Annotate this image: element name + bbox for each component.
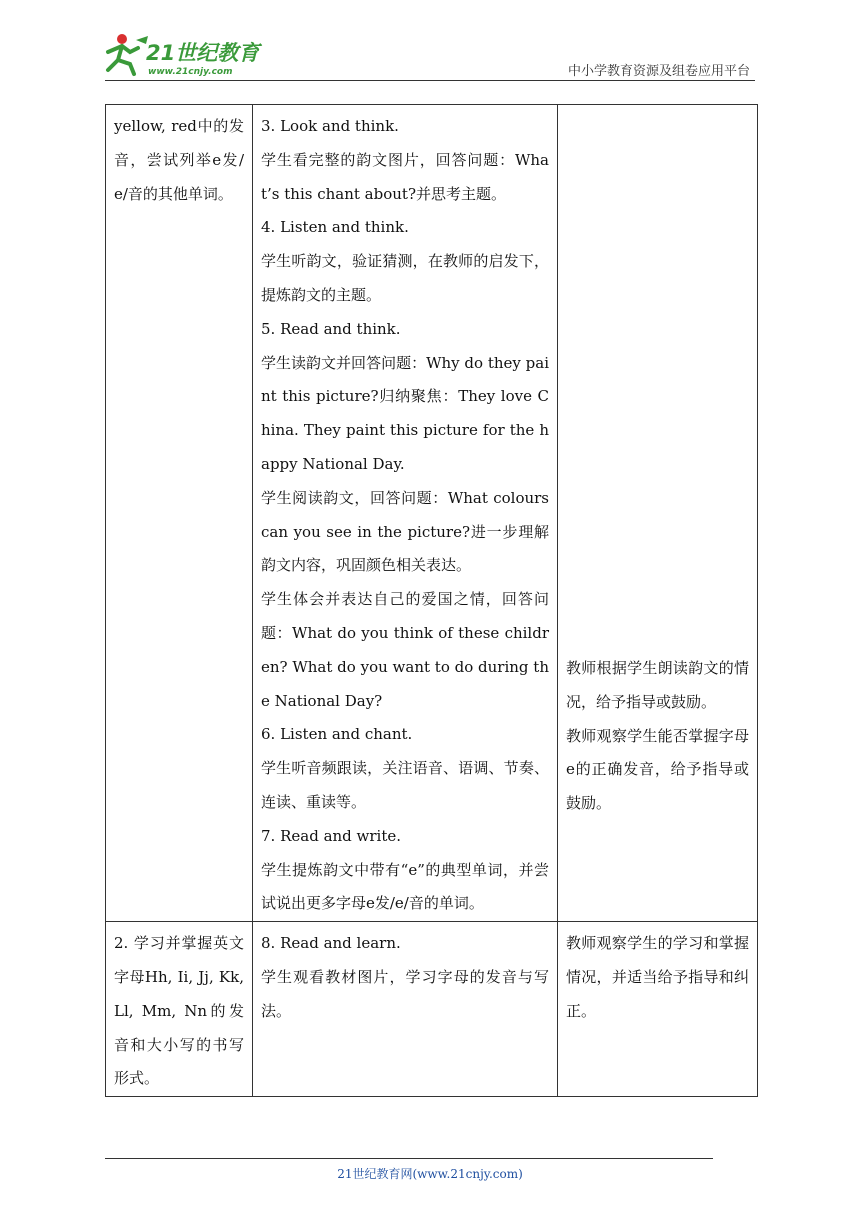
header-platform-name: 中小学教育资源及组卷应用平台 — [567, 64, 750, 79]
cell-spacer — [566, 110, 749, 652]
cell-paragraph: 3. Look and think. — [261, 117, 399, 135]
table-row — [106, 105, 758, 922]
cell-paragraph: 学生听韵文，验证猜测，在教师的启发下，提炼韵文的主题。 — [261, 252, 549, 304]
site-logo — [100, 30, 270, 78]
cell-paragraph: 学生观看教材图片，学习字母的发音与写法。 — [261, 967, 549, 1020]
cell-paragraph: 学生读韵文并回答问题：Why do they paint this picture?归纳聚焦：They love China. They paint this picture for the happy National Day. — [261, 353, 549, 473]
cell-paragraph: 5. Read and think. — [261, 319, 401, 338]
header-divider — [105, 80, 755, 81]
cell-paragraph: 教师观察学生的学习和掌握情况，并适当给予指导和纠正。 — [566, 934, 749, 1020]
table-cell-activity — [253, 922, 558, 1097]
cell-paragraph: 7. Read and write. — [261, 826, 402, 845]
cell-paragraph: 学生提炼韵文中带有“e”的典型单词，并尝试说出更多字母e发/e/音的单词。 — [261, 860, 549, 913]
cell-paragraph: 教师根据学生朗读韵文的情况，给予指导或鼓励。 — [566, 659, 749, 711]
cell-paragraph: 8. Read and learn. — [261, 934, 401, 953]
table-cell-assessment — [558, 922, 758, 1097]
lesson-table — [105, 104, 758, 1097]
table-cell-activity — [253, 105, 558, 922]
cell-paragraph: 教师观察学生能否掌握字母e的正确发音，给予指导或鼓励。 — [566, 726, 749, 813]
footer-link[interactable]: 21世纪教育网(www.21cnjy.com) — [337, 1167, 523, 1181]
footer-divider — [105, 1158, 713, 1159]
cell-paragraph: 学生听音频跟读，关注语音、语调、节奏、连读、重读等。 — [261, 759, 549, 811]
cell-paragraph: 4. Listen and think. — [261, 218, 409, 237]
cell-paragraph: yellow, red中的发音，尝试列举e发/e/音的其他单词。 — [114, 117, 244, 203]
cell-paragraph: 学生体会并表达自己的爱国之情，回答问题：What do you think of these children? What do you want to do during the National Day? — [261, 590, 549, 710]
table-cell-objective — [106, 105, 253, 922]
logo-text: 21世纪教育 — [146, 41, 260, 65]
cell-paragraph: 学生阅读韵文，回答问题：What colours can you see in the picture?进一步理解韵文内容，巩固颜色相关表达。 — [261, 488, 549, 575]
logo-url: www.21cnjy.com — [148, 67, 233, 77]
cell-paragraph: 2. 学习并掌握英文字母Hh, Ii, Jj, Kk, Ll, Mm, Nn的发音和大小写的书写形式。 — [114, 934, 244, 1088]
table-row — [106, 922, 758, 1097]
cell-paragraph: 学生看完整的韵文图片，回答问题：What’s this chant about?并思考主题。 — [261, 150, 549, 203]
table-cell-objective — [106, 922, 253, 1097]
cell-paragraph: 6. Listen and chant. — [261, 725, 413, 744]
table-cell-assessment — [558, 105, 758, 922]
